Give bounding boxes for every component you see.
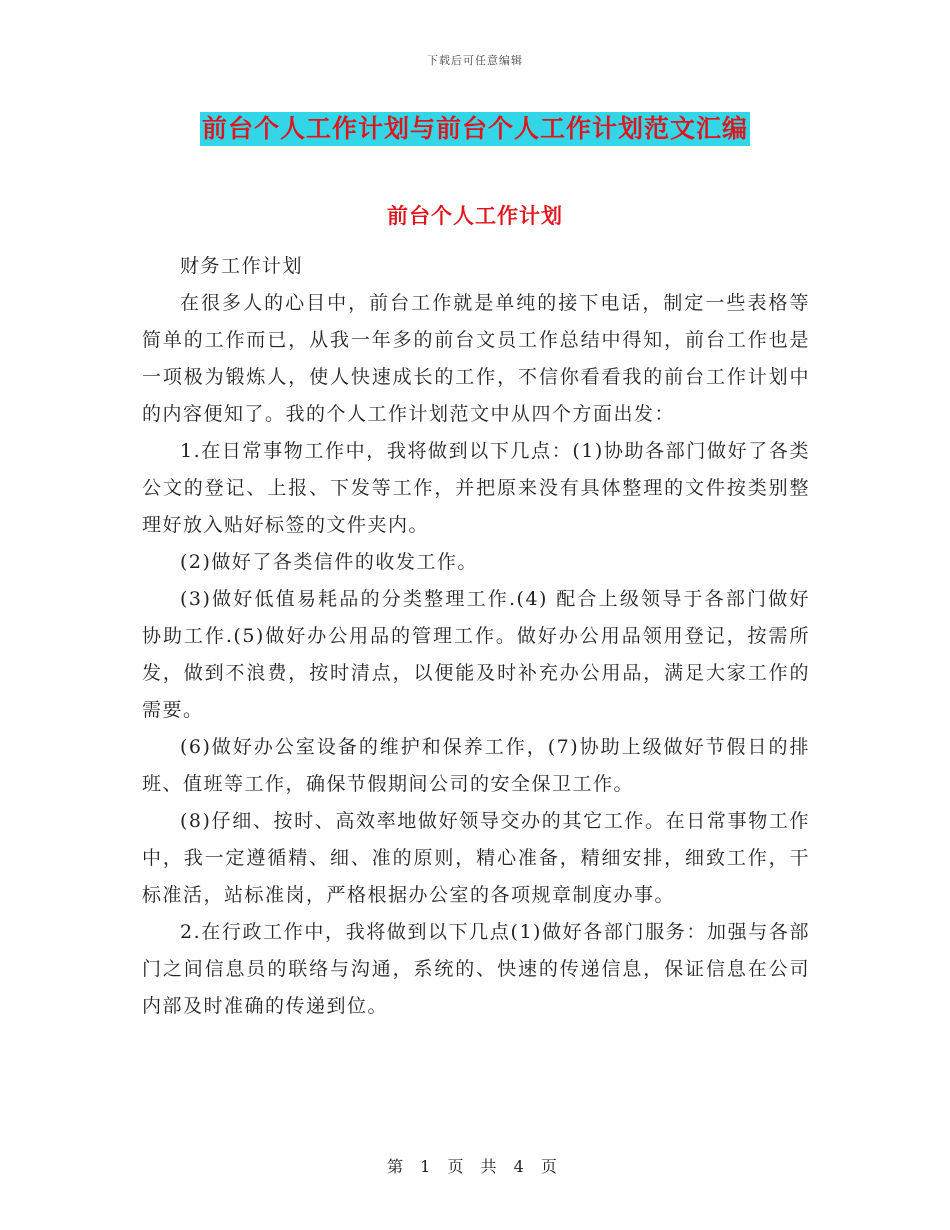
document-title: 前台个人工作计划与前台个人工作计划范文汇编 [200,112,750,146]
paragraph: 财务工作计划 [180,255,304,277]
page-number-footer: 第 1 页 共 4 页 [387,1157,563,1176]
paragraph: (3)做好低值易耗品的分类整理工作.(4) 配合上级领导于各部门做好协助工作.(5)做好办公用品的管理工作。做好办公用品领用登记，按需所发，做到不浪费，按时清点，以便能及时补充办公用品，满足大家工作的需要。 [142,588,810,721]
paragraph: (2)做好了各类信件的收发工作。 [180,551,478,573]
paragraph: (8)仔细、按时、高效率地做好领导交办的其它工作。在日常事物工作中，我一定遵循精、细、准的原则，精心准备，精细安排，细致工作，干标准活，站标准岗，严格根据办公室的各项规章制度办事。 [142,810,810,906]
paragraph: 1.在日常事物工作中，我将做到以下几点：(1)协助各部门做好了各类公文的登记、上报、下发等工作，并把原来没有具体整理的文件按类别整理好放入贴好标签的文件夹内。 [142,440,810,536]
section-title: 前台个人工作计划 [387,203,563,228]
document-title-container [0,112,950,146]
document-body [142,248,810,1025]
paragraph: 在很多人的心目中，前台工作就是单纯的接下电话，制定一些表格等简单的工作而已，从我一年多的前台文员工作总结中得知，前台工作也是一项极为锻炼人，使人快速成长的工作，不信你看看我的前台工作计划中的内容便知了。我的个人工作计划范文中从四个方面出发： [142,292,810,425]
header-note: 下载后可任意编辑 [427,54,523,67]
paragraph: 2.在行政工作中，我将做到以下几点(1)做好各部门服务：加强与各部门之间信息员的联络与沟通，系统的、快速的传递信息，保证信息在公司内部及时准确的传递到位。 [142,921,810,1017]
paragraph: (6)做好办公室设备的维护和保养工作，(7)协助上级做好节假日的排班、值班等工作，确保节假期间公司的安全保卫工作。 [142,736,810,795]
